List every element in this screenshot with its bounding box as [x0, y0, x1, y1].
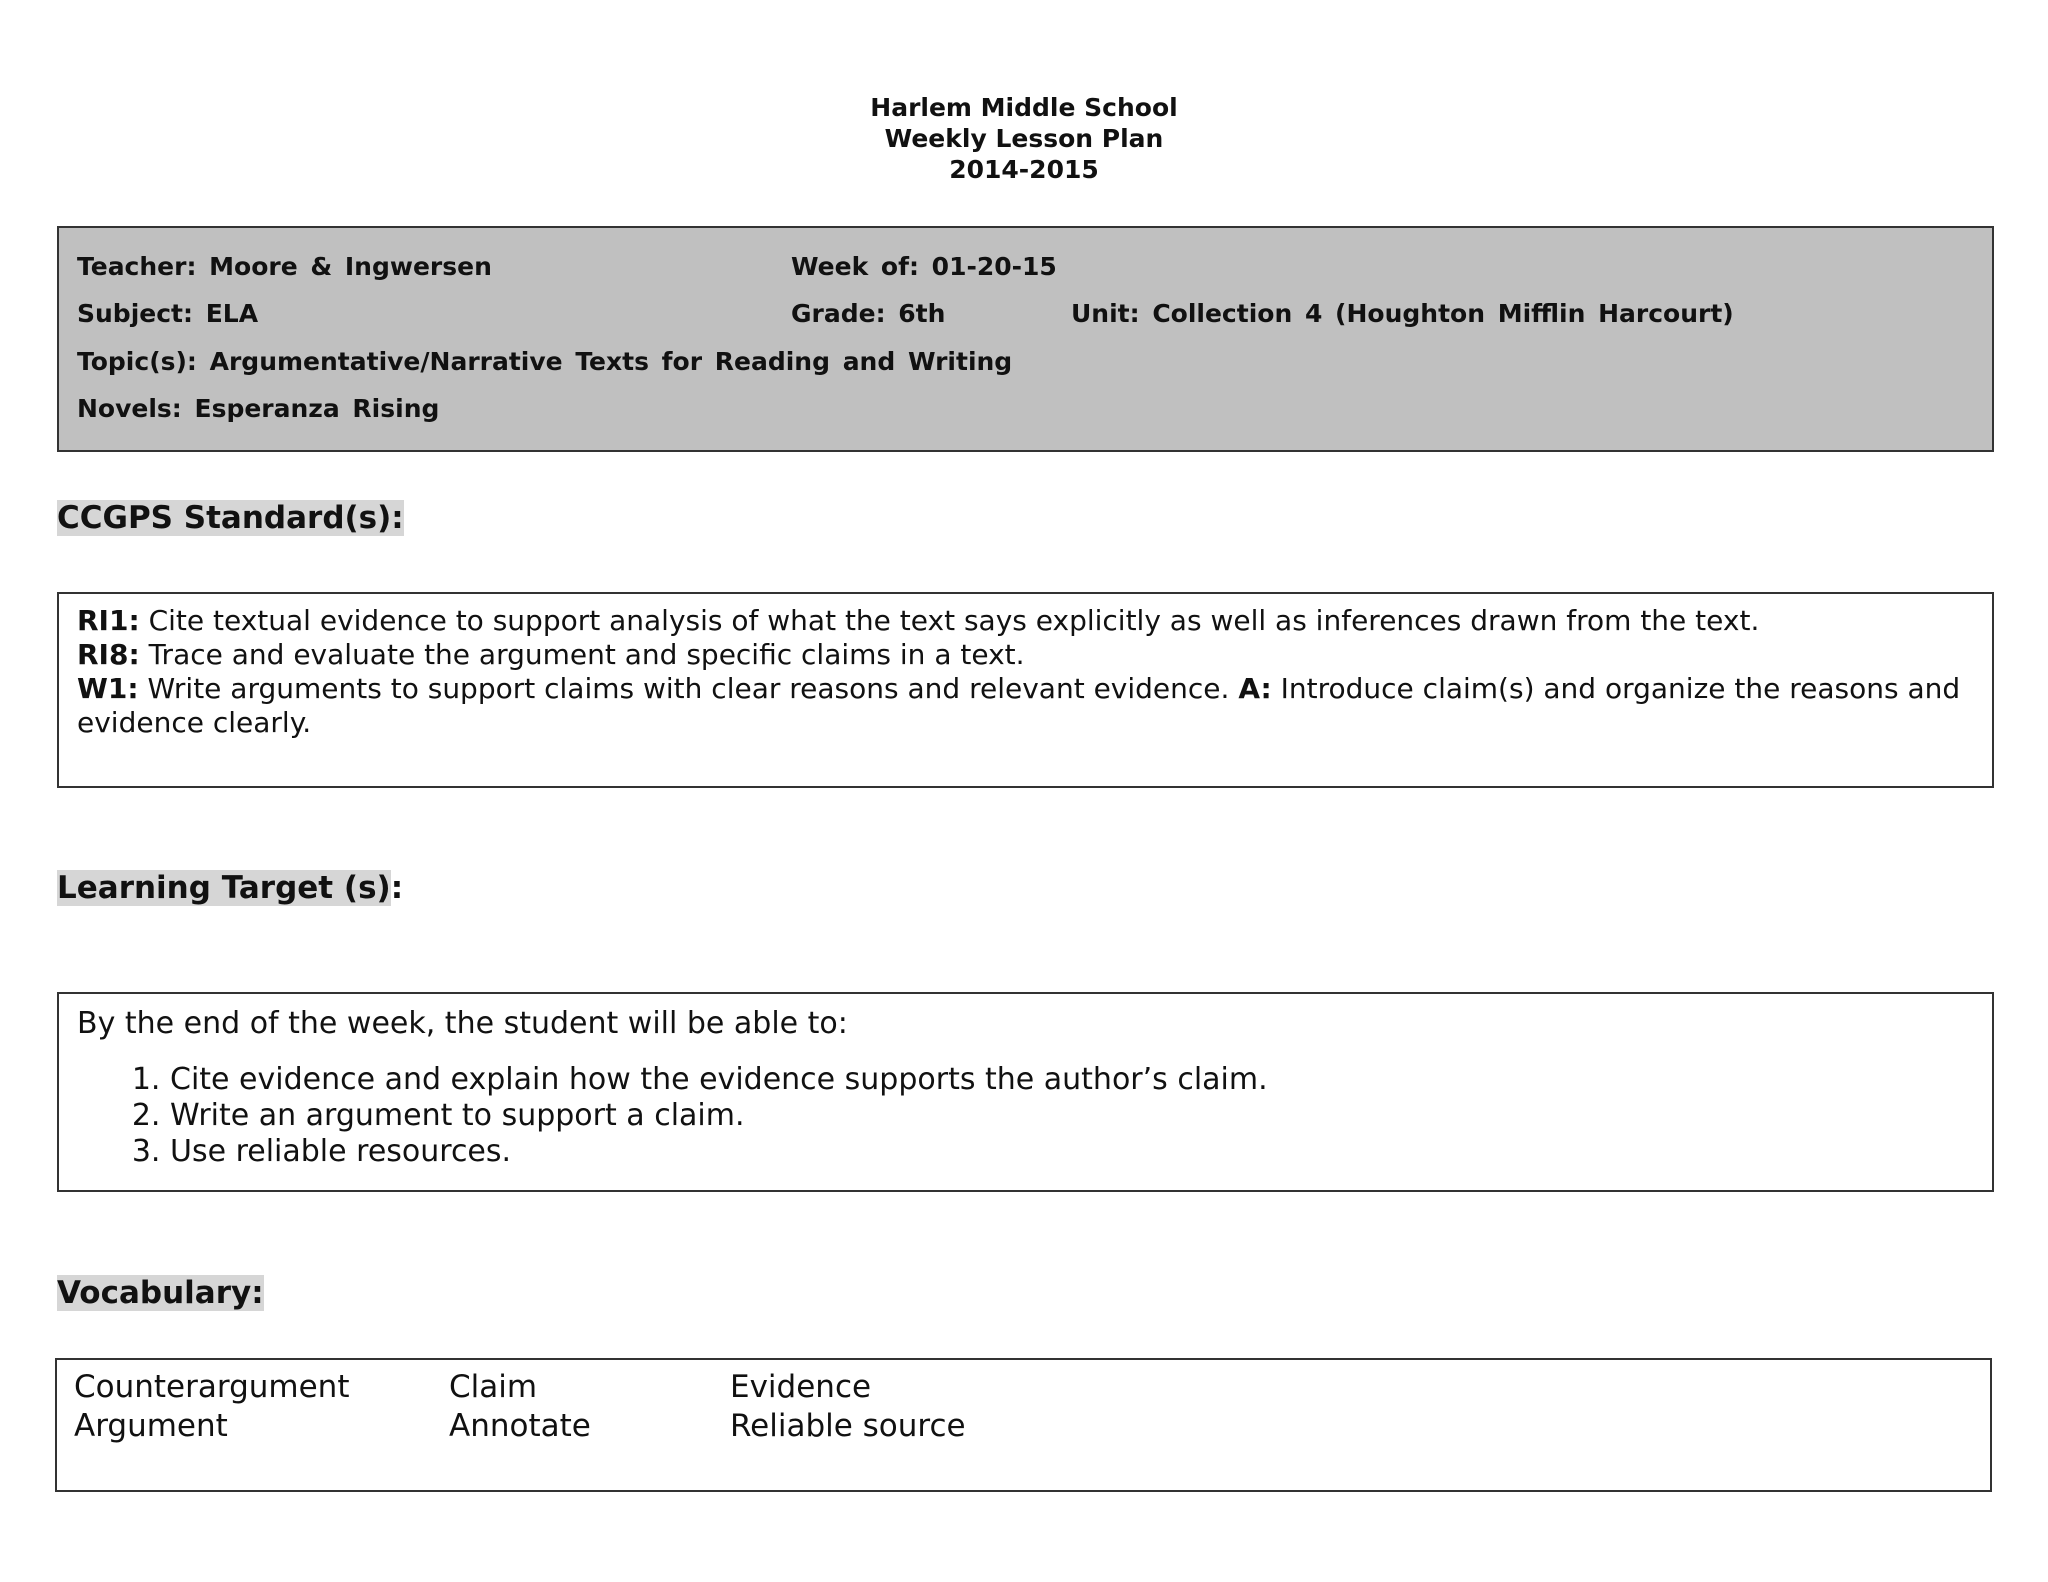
list-item: 1. Cite evidence and explain how the evidence supports the author’s claim. — [170, 1062, 1974, 1098]
targets-heading — [57, 868, 403, 908]
list-item: 2. Write an argument to support a claim. — [170, 1098, 1974, 1134]
vocab-word: Evidence — [730, 1369, 872, 1405]
vocab-word: Annotate — [449, 1408, 591, 1444]
standard-w1a-text: Introduce claim(s) and organize the reasons and evidence clearly. — [77, 672, 1961, 739]
document-header — [0, 92, 2048, 185]
list-item: 3. Use reliable resources. — [170, 1134, 1974, 1170]
standard-ri1-text: Cite textual evidence to support analysis of what the text says explicitly as well as inferences drawn from the text. — [139, 604, 1760, 637]
unit-field: Unit: Collection 4 (Houghton Mifflin Harcourt) — [1071, 299, 1734, 328]
standards-heading — [57, 498, 404, 538]
school-year: 2014-2015 — [949, 155, 1099, 184]
school-name: Harlem Middle School — [870, 93, 1178, 122]
standards-box — [57, 592, 1994, 788]
vocab-word: Reliable source — [730, 1408, 966, 1444]
standard-ri1-code: RI1: — [77, 604, 140, 637]
vocab-word: Claim — [449, 1369, 538, 1405]
standard-ri8 — [77, 638, 1974, 672]
teacher-field: Teacher: Moore & Ingwersen — [77, 252, 492, 281]
topics-field: Topic(s): Argumentative/Narrative Texts for Reading and Writing — [77, 347, 1013, 376]
standard-w1-code: W1: — [77, 672, 139, 705]
week-of-field: Week of: 01-20-15 — [791, 252, 1057, 281]
subject-field: Subject: ELA — [77, 299, 259, 328]
targets-heading-colon: : — [390, 870, 404, 906]
standard-w1a-code: A: — [1238, 672, 1272, 705]
vocab-word: Argument — [74, 1408, 228, 1444]
vocabulary-box — [55, 1358, 1992, 1492]
vocabulary-heading — [57, 1273, 264, 1313]
targets-intro: By the end of the week, the student will be able to: — [77, 1006, 848, 1041]
targets-box — [57, 992, 1994, 1192]
targets-heading-text: Learning Target (s) — [57, 870, 391, 906]
grade-field: Grade: 6th — [791, 299, 946, 328]
standard-ri1 — [77, 604, 1974, 638]
vocab-word: Counterargument — [74, 1369, 350, 1405]
vocabulary-heading-text: Vocabulary: — [57, 1275, 264, 1311]
standard-ri8-text: Trace and evaluate the argument and specific claims in a text. — [139, 638, 1025, 671]
targets-list — [77, 1062, 1974, 1170]
standard-ri8-code: RI8: — [77, 638, 140, 671]
standard-w1 — [77, 672, 1974, 740]
novels-field: Novels: Esperanza Rising — [77, 394, 440, 423]
standards-heading-text: CCGPS Standard(s): — [57, 500, 404, 536]
lesson-info-box — [57, 226, 1994, 452]
standard-w1-text: Write arguments to support claims with clear reasons and relevant evidence. — [138, 672, 1239, 705]
plan-title: Weekly Lesson Plan — [884, 124, 1164, 153]
